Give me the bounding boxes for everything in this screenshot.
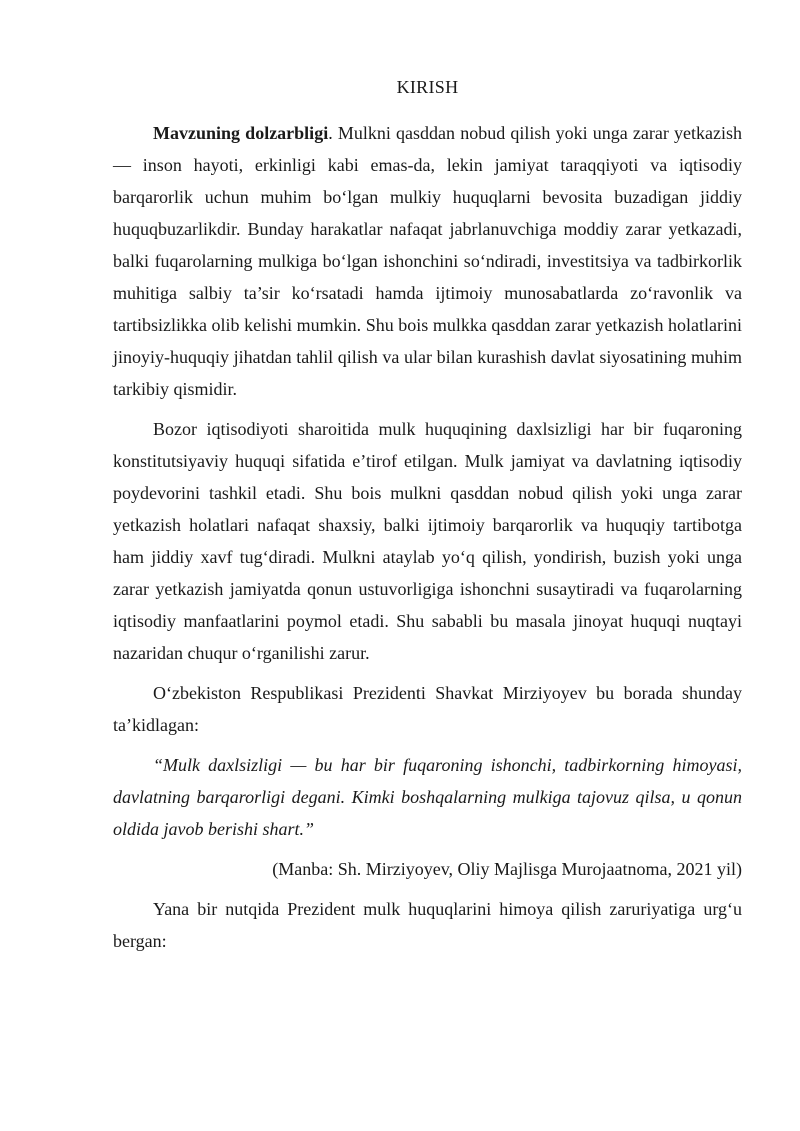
president-quote: “Mulk daxlsizligi — bu har bir fuqaroning ishonchi, tadbirkorning himoyasi, davlatning barqarorligi degani. Kimki boshqalarning mulkiga tajovuz qilsa, u qonun oldida javob berishi shart.”	[113, 755, 742, 839]
relevance-paragraph	[113, 117, 742, 405]
quote-source: (Manba: Sh. Mirziyoyev, Oliy Majlisga Murojaatnoma, 2021 yil)	[272, 859, 742, 879]
relevance-text: . Mulkni qasddan nobud qilish yoki unga zarar yetkazish — inson hayoti, erkinligi kabi emas-da, lekin jamiyat taraqqiyoti va iqtisodiy barqarorlik uchun muhim bo‘lgan mulkiy huquqlarni bevosita buzadigan jiddiy huquqbuzarlikdir. Bunday harakatlar nafaqat jabrlanuvchiga moddiy zarar yetkazadi, balki fuqarolarning mulkiga bo‘lgan ishonchini so‘ndiradi, investitsiya va tadbirkorlik muhitiga salbiy ta’sir ko‘rsatadi hamda ijtimoiy munosabatlarda zo‘ravonlik va tartibsizlikka olib kelishi mumkin. Shu bois mulkka qasddan zarar yetkazish holatlarini jinoyiy-huquqiy jihatdan tahlil qilish va ular bilan kurashish davlat siyosatining muhim tarkibiy qismidir.	[113, 123, 743, 399]
relevance-lead: Mavzuning dolzarbligi	[153, 123, 329, 143]
section-heading: KIRISH	[396, 77, 459, 97]
market-economy-paragraph: Bozor iqtisodiyoti sharoitida mulk huquqining daxlsizligi har bir fuqaroning konstitutsiyaviy huquqi sifatida e’tirof etilgan. Mulk jamiyat va davlatning iqtisodiy poydevorini tashkil etadi. Shu bois mulkni qasddan nobud qilish yoki unga zarar yetkazish holatlari nafaqat shaxsiy, balki ijtimoiy barqarorlik va huquqiy tartibotga ham jiddiy xavf tug‘diradi. Mulkni ataylab yo‘q qilish, yondirish, buzish yoki unga zarar yetkazish jamiyatda qonun ustuvorligiga ishonchni susaytiradi va fuqarolarning iqtisodiy manfaatlarini poymol etadi. Shu sababli bu masala jinoyat huquqi nuqtayi nazaridan chuqur o‘rganilishi zarur.	[113, 419, 742, 663]
president-intro-paragraph: O‘zbekiston Respublikasi Prezidenti Shavkat Mirziyoyev bu borada shunday ta’kidlagan:	[113, 683, 742, 735]
speech-intro-paragraph: Yana bir nutqida Prezident mulk huquqlarini himoya qilish zaruriyatiga urg‘u bergan:	[113, 899, 742, 951]
